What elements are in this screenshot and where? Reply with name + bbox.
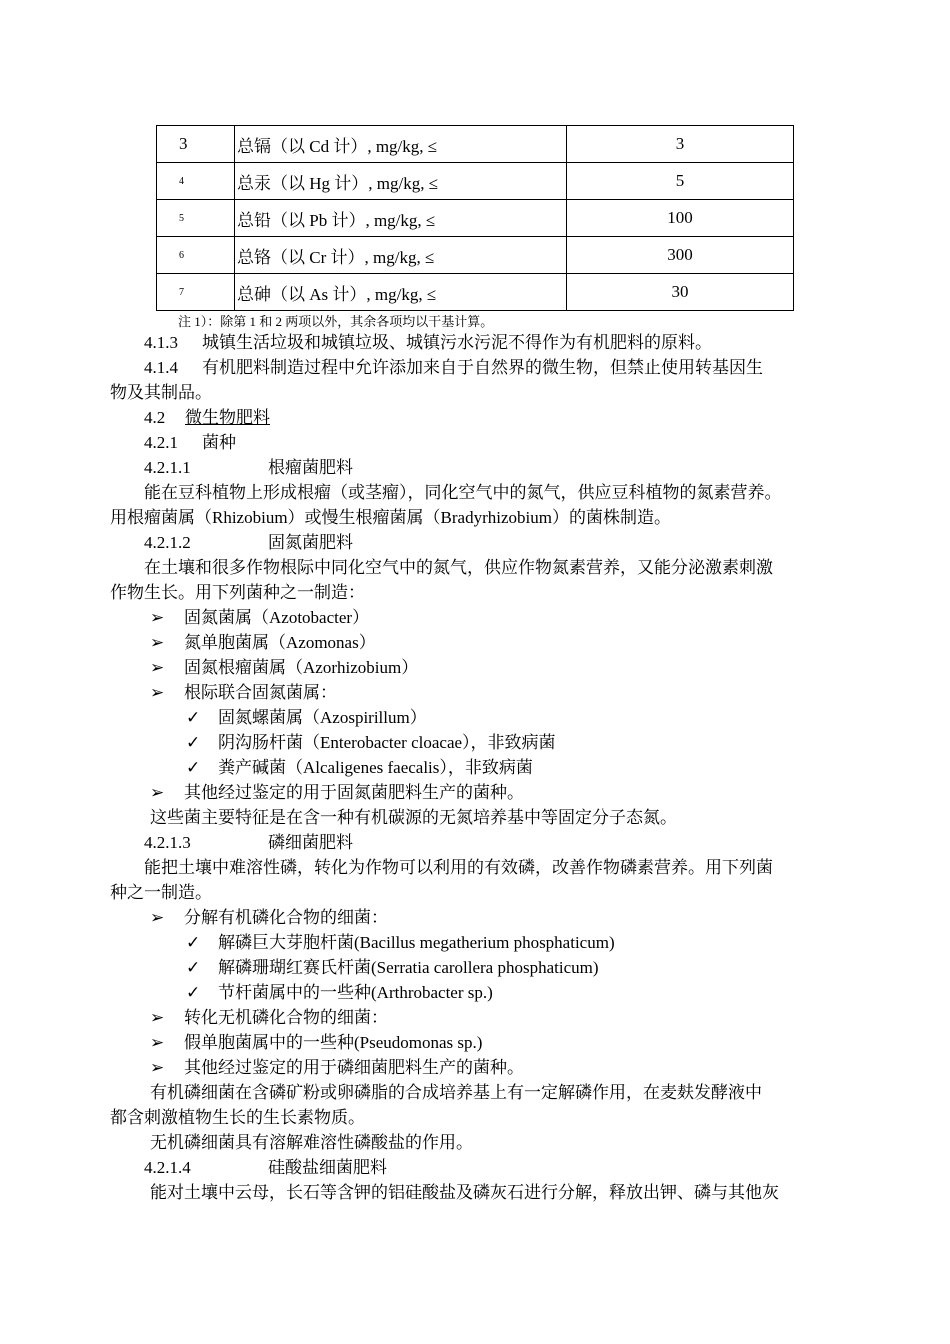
checkmark-bullet-icon: ✓ (186, 708, 201, 727)
checkmark-bullet-icon: ✓ (186, 983, 201, 1002)
section-number: 4.2.1.4 (144, 1158, 191, 1177)
paragraph: 这些菌主要特征是在含一种有机碳源的无氮培养基中等固定分子态氮。 (150, 808, 677, 827)
section-number: 4.2 (144, 408, 166, 427)
arrow-bullet-icon: ➢ (150, 658, 165, 677)
row-value: 5 (567, 163, 794, 200)
arrow-bullet-icon: ➢ (150, 633, 165, 652)
paragraph: 能在豆科植物上形成根瘤（或茎瘤），同化空气中的氮气，供应豆科植物的氮素营养。 (144, 483, 782, 502)
section-4-2-1-3 (144, 831, 353, 855)
section-number: 4.2.1.3 (144, 833, 191, 852)
paragraph: 能把土壤中难溶性磷，转化为作物可以利用的有效磷，改善作物磷素营养。用下列菌 (144, 858, 773, 877)
paragraph: 种之一制造。 (110, 883, 212, 902)
table-note: 注 1）：除第 1 和 2 两项以外，其余各项均以干基计算。 (178, 314, 494, 329)
table-row (157, 163, 794, 200)
checkmark-bullet-icon: ✓ (186, 733, 201, 752)
section-4-2-1-2 (144, 531, 353, 555)
row-item: 总铅（以 Pb 计）, mg/kg, ≤ (235, 200, 567, 237)
row-value: 30 (567, 274, 794, 311)
clause-text: 城镇生活垃圾和城镇垃圾、城镇污水污泥不得作为有机肥料的原料。 (202, 333, 712, 352)
section-number: 4.2.1 (144, 433, 178, 452)
row-item: 总铬（以 Cr 计）, mg/kg, ≤ (235, 237, 567, 274)
list-item: ➢ 氮单胞菌属（Azomonas） (150, 633, 376, 652)
clause-4-1-3 (144, 331, 712, 355)
row-value: 300 (567, 237, 794, 274)
arrow-bullet-icon: ➢ (150, 1008, 165, 1027)
list-item: ➢ 根际联合固氮菌属： (150, 683, 337, 702)
paragraph: 都含刺激植物生长的生长素物质。 (110, 1108, 365, 1127)
paragraph: 有机磷细菌在含磷矿粉或卵磷脂的合成培养基上有一定解磷作用，在麦麸发酵液中 (150, 1083, 762, 1102)
section-title: 根瘤菌肥料 (268, 458, 353, 477)
section-4-2-1 (144, 431, 236, 455)
table-row (157, 126, 794, 163)
section-title: 硅酸盐细菌肥料 (268, 1158, 387, 1177)
sub-list-item: ✓ 解磷珊瑚红赛氏杆菌(Serratia carollera phosphaticum) (186, 958, 599, 977)
row-value: 100 (567, 200, 794, 237)
clause-text-cont: 物及其制品。 (110, 383, 212, 402)
sub-list-item: ✓ 阴沟肠杆菌（Enterobacter cloacae），非致病菌 (186, 733, 556, 752)
clause-number: 4.1.4 (144, 358, 178, 377)
heavy-metal-limits-table (156, 125, 794, 311)
checkmark-bullet-icon: ✓ (186, 958, 201, 977)
row-item: 总镉（以 Cd 计）, mg/kg, ≤ (235, 126, 567, 163)
row-number: 6 (157, 237, 235, 274)
clause-4-1-4 (144, 356, 763, 380)
paragraph: 能对土壤中云母，长石等含钾的铝硅酸盐及磷灰石进行分解，释放出钾、磷与其他灰 (150, 1183, 779, 1202)
section-title: 菌种 (202, 433, 236, 452)
table-row (157, 274, 794, 311)
paragraph: 用根瘤菌属（Rhizobium）或慢生根瘤菌属（Bradyrhizobium）的菌株制造。 (110, 508, 671, 527)
sub-list-item: ✓ 解磷巨大芽胞杆菌(Bacillus megatherium phosphaticum) (186, 933, 615, 952)
section-title: 固氮菌肥料 (268, 533, 353, 552)
row-number: 7 (157, 274, 235, 311)
checkmark-bullet-icon: ✓ (186, 933, 201, 952)
sub-list-item: ✓ 节杆菌属中的一些种(Arthrobacter sp.) (186, 983, 493, 1002)
row-item: 总汞（以 Hg 计）, mg/kg, ≤ (235, 163, 567, 200)
section-title: 微生物肥料 (185, 408, 270, 427)
section-4-2-1-1 (144, 456, 353, 480)
row-number: 5 (157, 200, 235, 237)
arrow-bullet-icon: ➢ (150, 908, 165, 927)
list-item: ➢ 假单胞菌属中的一些种(Pseudomonas sp.) (150, 1033, 483, 1052)
section-title: 磷细菌肥料 (268, 833, 353, 852)
row-item: 总砷（以 As 计）, mg/kg, ≤ (235, 274, 567, 311)
checkmark-bullet-icon: ✓ (186, 758, 201, 777)
paragraph: 无机磷细菌具有溶解难溶性磷酸盐的作用。 (150, 1133, 473, 1152)
row-number: 3 (157, 126, 235, 163)
arrow-bullet-icon: ➢ (150, 783, 165, 802)
section-number: 4.2.1.2 (144, 533, 191, 552)
section-number: 4.2.1.1 (144, 458, 191, 477)
sub-list-item: ✓ 粪产碱菌（Alcaligenes faecalis），非致病菌 (186, 758, 533, 777)
table-row (157, 237, 794, 274)
list-item: ➢ 转化无机磷化合物的细菌： (150, 1008, 388, 1027)
clause-number: 4.1.3 (144, 333, 178, 352)
list-item: ➢ 固氮根瘤菌属（Azorhizobium） (150, 658, 419, 677)
list-item: ➢ 固氮菌属（Azotobacter） (150, 608, 370, 627)
table-row (157, 200, 794, 237)
section-4-2-1-4 (144, 1156, 387, 1180)
arrow-bullet-icon: ➢ (150, 1033, 165, 1052)
clause-text: 有机肥料制造过程中允许添加来自于自然界的微生物，但禁止使用转基因生 (202, 358, 763, 377)
arrow-bullet-icon: ➢ (150, 683, 165, 702)
arrow-bullet-icon: ➢ (150, 608, 165, 627)
list-item: ➢ 其他经过鉴定的用于磷细菌肥料生产的菌种。 (150, 1058, 524, 1077)
row-value: 3 (567, 126, 794, 163)
list-item: ➢ 分解有机磷化合物的细菌： (150, 908, 388, 927)
row-number: 4 (157, 163, 235, 200)
sub-list-item: ✓ 固氮螺菌属（Azospirillum） (186, 708, 427, 727)
paragraph: 在土壤和很多作物根际中同化空气中的氮气，供应作物氮素营养，又能分泌激素刺激 (144, 558, 773, 577)
section-4-2 (144, 406, 270, 430)
paragraph: 作物生长。用下列菌种之一制造： (110, 583, 365, 602)
list-item: ➢ 其他经过鉴定的用于固氮菌肥料生产的菌种。 (150, 783, 524, 802)
arrow-bullet-icon: ➢ (150, 1058, 165, 1077)
